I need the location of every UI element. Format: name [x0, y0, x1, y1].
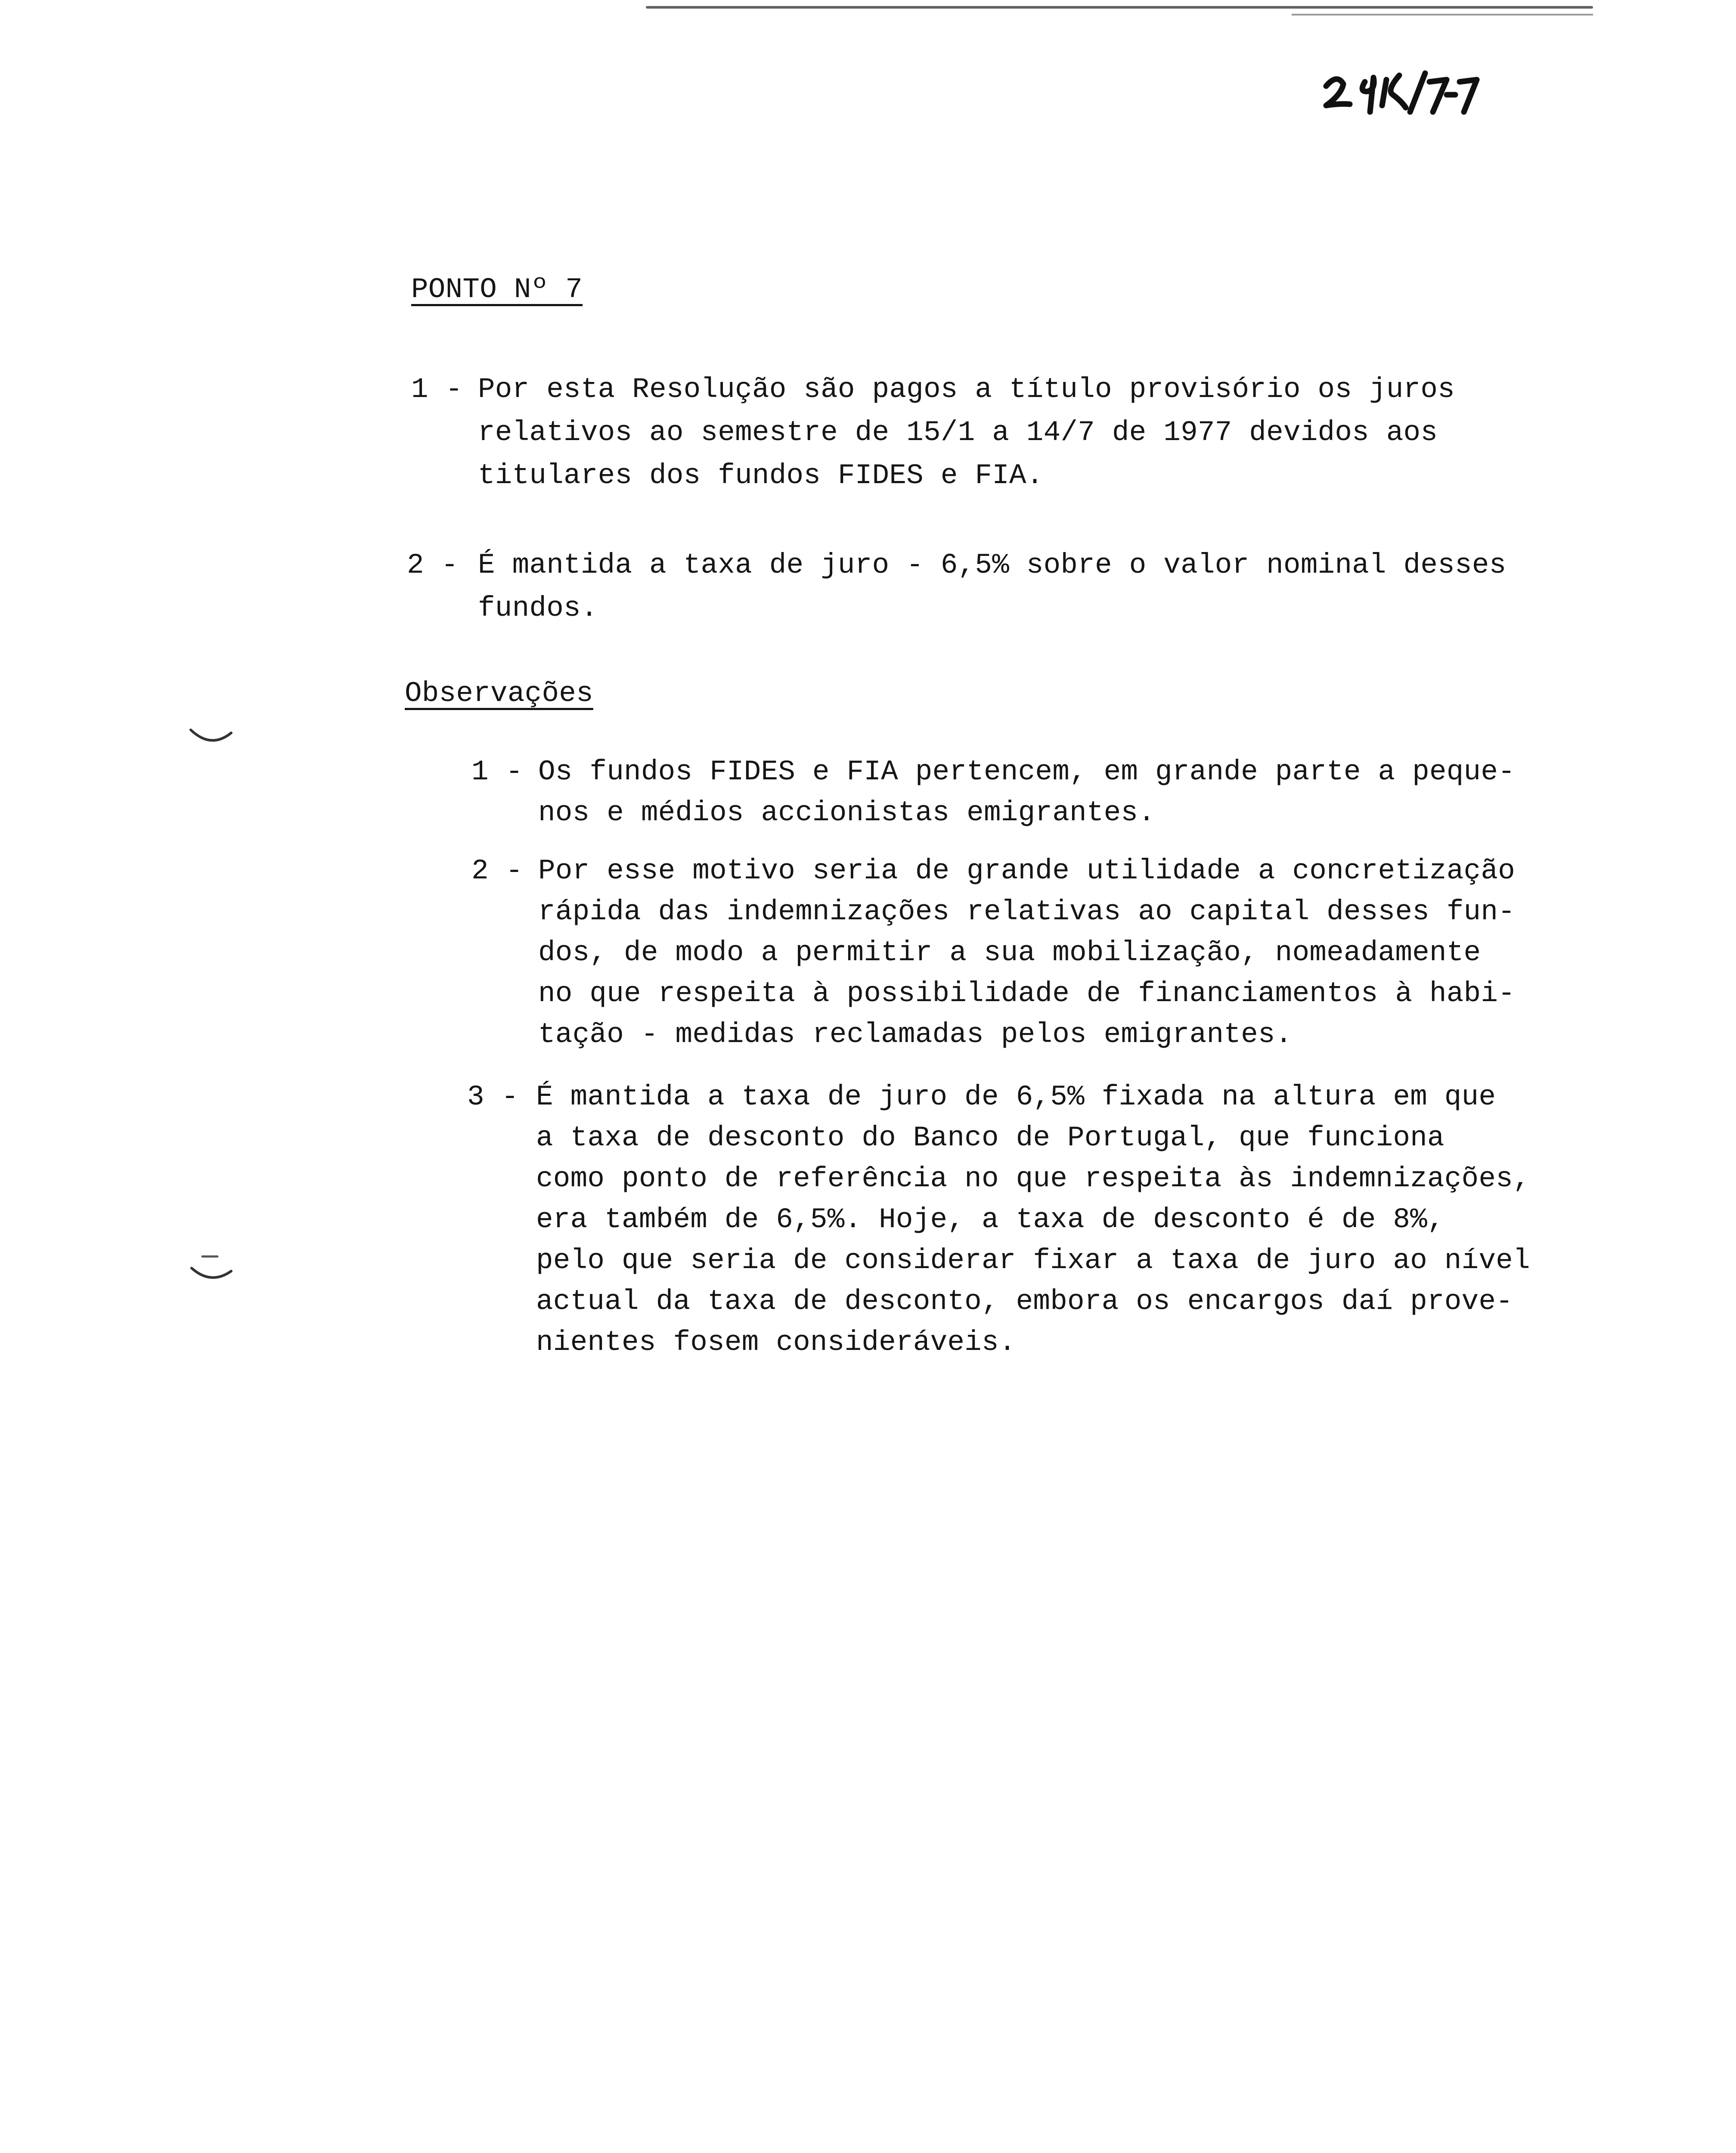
obs-3-line-3: como ponto de referência no que respeita às indemnizações, [536, 1163, 1530, 1195]
obs-2-number: 2 - [471, 855, 523, 887]
obs-1-line-2: nos e médios accionistas emigrantes. [538, 797, 1156, 829]
point-2-number: 2 - [407, 549, 459, 581]
handwritten-page-number [1318, 65, 1507, 116]
obs-3-line-5: pelo que seria de considerar fixar a taxa de juro ao nível [536, 1244, 1530, 1277]
scan-top-edge-shadow [1292, 14, 1593, 16]
obs-3-number: 3 - [467, 1081, 519, 1113]
point-1-number: 1 - [411, 373, 463, 406]
obs-2-line-4: no que respeita à possibilidade de financiamentos à habi- [538, 977, 1515, 1010]
obs-2-line-5: tação - medidas reclamadas pelos emigrantes. [538, 1018, 1293, 1051]
point-2-line-1: É mantida a taxa de juro - 6,5% sobre o valor nominal desses [478, 549, 1507, 581]
observations-heading: Observações [405, 677, 593, 710]
obs-3-line-1: É mantida a taxa de juro de 6,5% fixada na altura em que [536, 1081, 1496, 1113]
obs-3-line-2: a taxa de desconto do Banco de Portugal, que funciona [536, 1122, 1445, 1154]
obs-3-line-6: actual da taxa de desconto, embora os encargos daí prove- [536, 1285, 1513, 1318]
obs-2-line-1: Por esse motivo seria de grande utilidade a concretização [538, 855, 1515, 887]
heading: PONTO Nº 7 [411, 273, 583, 306]
obs-1-number: 1 - [471, 756, 523, 788]
point-1-line-2: relativos ao semestre de 15/1 a 14/7 de 1977 devidos aos [478, 416, 1438, 449]
punch-hole-mark-upper [187, 723, 235, 758]
obs-1-line-1: Os fundos FIDES e FIA pertencem, em grande parte a peque- [538, 756, 1515, 788]
point-2-line-2: fundos. [478, 592, 598, 624]
point-1-line-1: Por esta Resolução são pagos a título provisório os juros [478, 373, 1455, 406]
punch-hole-mark-lower [187, 1253, 235, 1287]
obs-2-line-3: dos, de modo a permitir a sua mobilização, nomeadamente [538, 937, 1481, 969]
point-1-line-3: titulares dos fundos FIDES e FIA. [478, 459, 1044, 492]
obs-3-line-4: era também de 6,5%. Hoje, a taxa de desconto é de 8%, [536, 1204, 1445, 1236]
obs-3-line-7: nientes fosem consideráveis. [536, 1326, 1016, 1359]
obs-2-line-2: rápida das indemnizações relativas ao capital desses fun- [538, 896, 1515, 928]
scan-top-edge [646, 6, 1593, 9]
